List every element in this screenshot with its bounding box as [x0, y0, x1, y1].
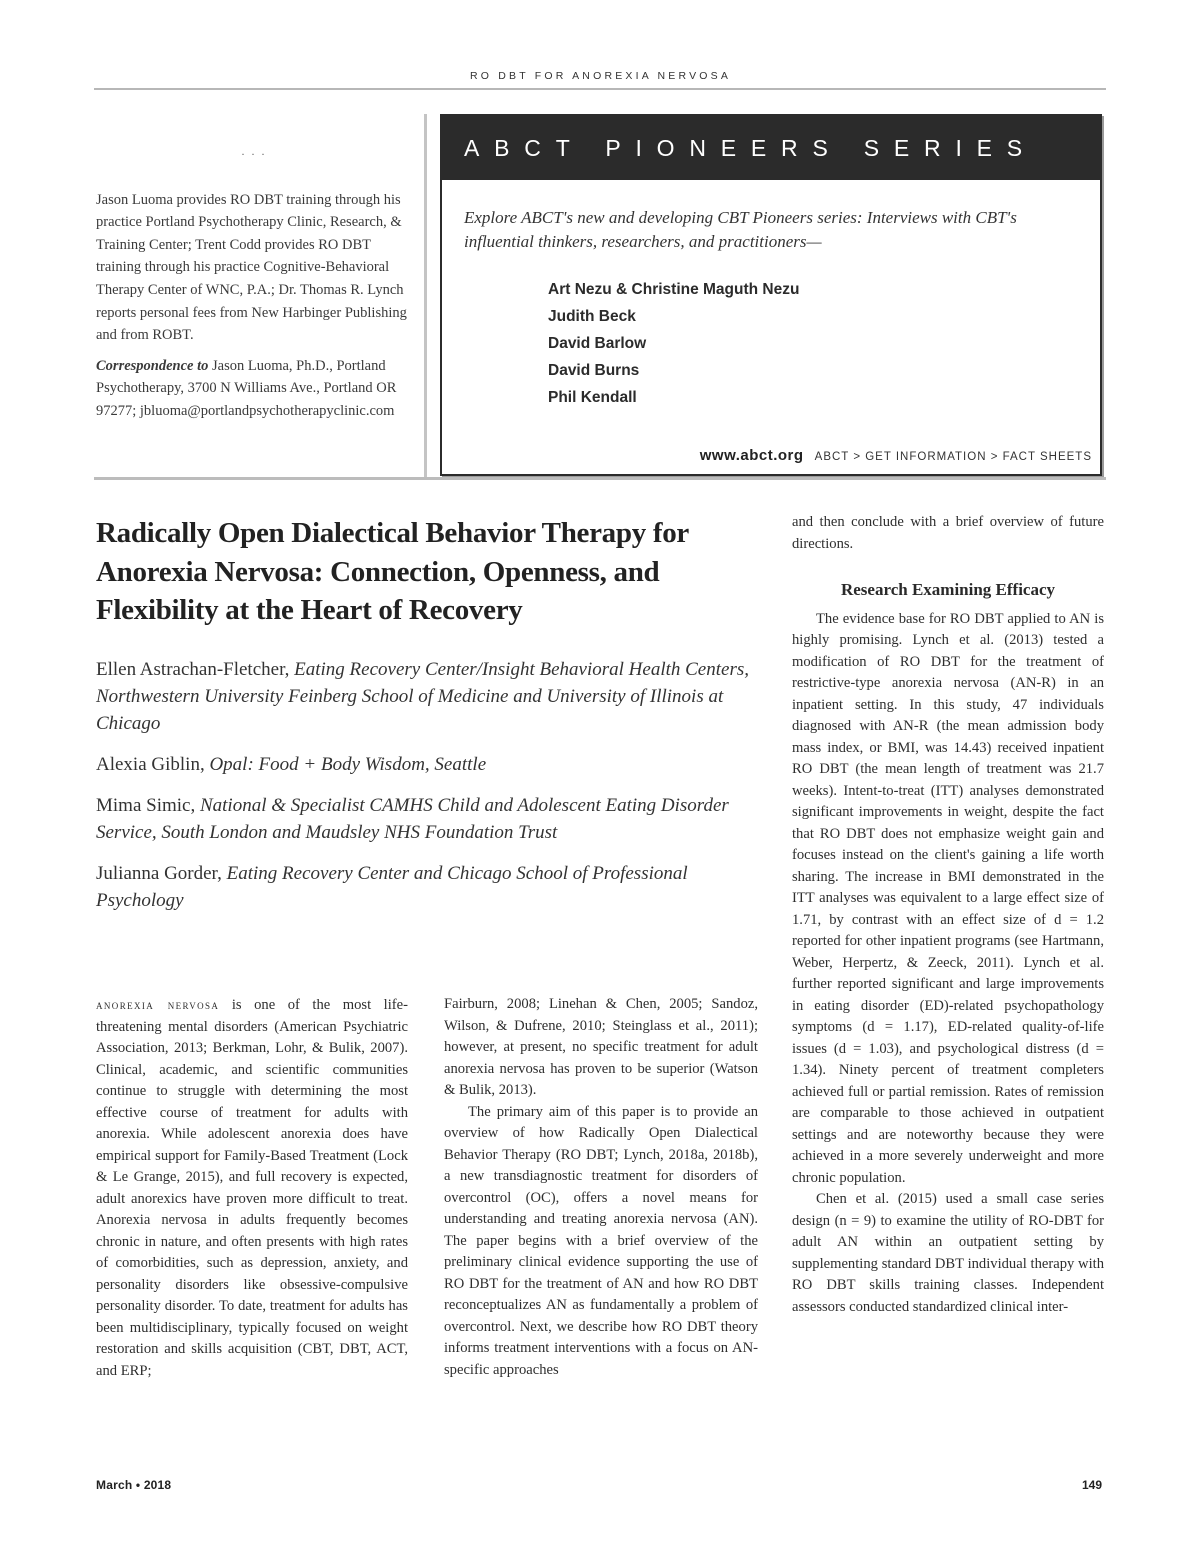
- pioneer-item: Phil Kendall: [548, 389, 637, 406]
- running-head: RO DBT FOR ANOREXIA NERVOSA: [470, 70, 732, 82]
- body-paragraph: Fairburn, 2008; Linehan & Chen, 2005; Sandoz, Wilson, & Dufrene, 2010; Steinglass et al., 2011); however, at present, no specific treatment for adult anorexia nervosa has proven to be superior (Watson & Bulik, 2013).: [444, 996, 758, 1098]
- pioneer-item: Art Nezu & Christine Maguth Nezu: [548, 281, 800, 298]
- ellipsis-ornament: . . .: [241, 144, 267, 158]
- author-list: [96, 656, 766, 928]
- body-paragraph: The primary aim of this paper is to provide an overview of how Radically Open Dialectical Behavior Therapy (RO DBT; Lynch, 2018a, 2018b), a new transdiagnostic treatment for disorders of overcontrol (OC), offers a novel means for understanding and treating anorexia nervosa (AN). The paper begins with a brief overview of the preliminary clinical evidence supporting the use of RO DBT for the treatment of AN and how RO DBT reconceptualizes AN as fundamentally a problem of overcontrol. Next, we describe how RO DBT theory informs treatment interventions with a focus on AN-specific approaches: [444, 1103, 758, 1378]
- section-rule: [94, 477, 1106, 480]
- abct-pioneers-ad: [440, 114, 1102, 476]
- disclosure-text: Jason Luoma provides RO DBT training through his practice Portland Psychotherapy Clinic, Research, & Training Center; Trent Codd provides RO DBT training through his practice Cognitive-Behavioral Therapy Center of WNC, P.A.; Dr. Thomas R. Lynch reports personal fees from New Harbinger Publishing and from ROBT.: [96, 191, 407, 344]
- abct-banner: ABCT PIONEERS SERIES: [442, 116, 1100, 180]
- abct-footer: [700, 445, 1092, 464]
- correspondence-label: Correspondence to: [96, 357, 209, 374]
- section-heading: Research Examining Efficacy: [840, 580, 1056, 599]
- author-affiliation: Eating Recovery Center/Insight Behavioral Health Centers, Northwestern University Feinberg School of Medicine and University of Illinois at Chicago: [96, 659, 749, 734]
- page-number: 149: [1082, 1478, 1103, 1492]
- abct-intro: Explore ABCT's new and developing CBT Pioneers series: Interviews with CBT's influential thinkers, researchers, and practitioners—: [464, 208, 1017, 251]
- body-paragraph: The evidence base for RO DBT applied to AN is highly promising. Lynch et al. (2013) tested a modification of RO DBT for the treatment of restrictive-type anorexia nervosa (AN-R) in an inpatient setting. In this study, 47 individuals diagnosed with AN-R (the mean admission body mass index, or BMI, was 14.43) received inpatient RO DBT (the mean length of treatment was 21.7 weeks). Intent-to-treat (ITT) analyses demonstrated significant improvements in weight, despite the fact that RO DBT does not emphasize weight gain and focuses instead on the client's gaining a life worth sharing. The increase in BMI demonstrated in the ITT analyses was equivalent to a large effect size of 1.71, by contrast with an effect size of d = 1.2 reported for other inpatient programs (see Hartmann, Weber, Herpertz, & Zeeck, 2011). Lynch et al. further reported significant and large improvements in eating disorder (ED)-related psychopathology symptoms (d = 1.17), ED-related quality-of-life issues (d = 1.03), and psychological distress (d = 1.34). Ninety percent of treatment completers achieved full or partial remission. Rates of remission are comparable to those achieved in outpatient settings and are noteworthy because they were achieved in a more severely underweight and more chronic population.: [792, 610, 1104, 1186]
- body-column-1: [96, 994, 408, 1382]
- lead-in-smallcaps: anorexia nervosa: [96, 997, 220, 1012]
- correspondence: [96, 355, 412, 423]
- abct-nav-path: ABCT > GET INFORMATION > FACT SHEETS: [814, 451, 1092, 463]
- author-affiliation: Opal: Food + Body Wisdom, Seattle: [209, 754, 487, 775]
- author-affiliation: Eating Recovery Center and Chicago School of Professional Psychology: [96, 863, 688, 911]
- top-rule: [94, 88, 1106, 90]
- author-name: Julianna Gorder,: [96, 863, 227, 884]
- body-column-3: [792, 512, 1104, 1318]
- correspondence-text: Jason Luoma, Ph.D., Portland Psychotherapy, 3700 N Williams Ave., Portland OR 97277; jbluoma@portlandpsychotherapyclinic.com: [96, 357, 397, 419]
- author-entry: [96, 792, 766, 846]
- disclosure-sidebar: [96, 140, 412, 431]
- body-paragraph: and then conclude with a brief overview of future directions.: [792, 514, 1104, 552]
- author-affiliation: National & Specialist CAMHS Child and Adolescent Eating Disorder Service, South London and Maudsley NHS Foundation Trust: [96, 795, 729, 843]
- body-column-2: [444, 994, 758, 1381]
- author-name: Ellen Astrachan-Fletcher,: [96, 659, 295, 680]
- pioneer-item: Judith Beck: [548, 308, 636, 325]
- author-entry: [96, 656, 766, 737]
- author-name: Mima Simic,: [96, 795, 200, 816]
- author-entry: [96, 860, 766, 914]
- paragraph-text: is one of the most life-threatening mental disorders (American Psychiatric Association, 2013; Berkman, Lohr, & Bulik, 2007). Clinical, academic, and scientific communities continue to struggle with determining the most effective course of treatment for adults with anorexia. While adolescent anorexia does have empirical support for Family-Based Treatment (Lock & Le Grange, 2015), and full recovery is expected, adult anorexics have proven more difficult to treat. Anorexia nervosa in adults frequently becomes chronic in nature, and often presents with high rates of comorbidities, such as depression, anxiety, and personality disorders like obsessive-compulsive personality disorder. To date, treatment for adults has been multidisciplinary, typically focused on weight restoration and skills acquisition (CBT, DBT, ACT, and ERP;: [96, 997, 408, 1379]
- author-name: Alexia Giblin,: [96, 754, 210, 775]
- pioneer-item: David Burns: [548, 362, 640, 379]
- pioneers-list: [548, 276, 1100, 411]
- issue-date: March • 2018: [96, 1478, 172, 1492]
- abct-url-link[interactable]: www.abct.org: [699, 447, 804, 464]
- article-title: Radically Open Dialectical Behavior Therapy for Anorexia Nervosa: Connection, Openness, and Flexibility at the Heart of Recovery: [96, 517, 689, 626]
- body-paragraph: Chen et al. (2015) used a small case series design (n = 9) to examine the utility of RO-DBT for adult AN within an outpatient setting by supplementing standard DBT individual therapy with RO DBT skills training classes. Independent assessors conducted standardized clinical inter-: [792, 1191, 1104, 1315]
- author-entry: [96, 751, 766, 778]
- vertical-divider: [424, 114, 427, 478]
- body-paragraph: [96, 994, 408, 1382]
- pioneer-item: David Barlow: [548, 335, 647, 352]
